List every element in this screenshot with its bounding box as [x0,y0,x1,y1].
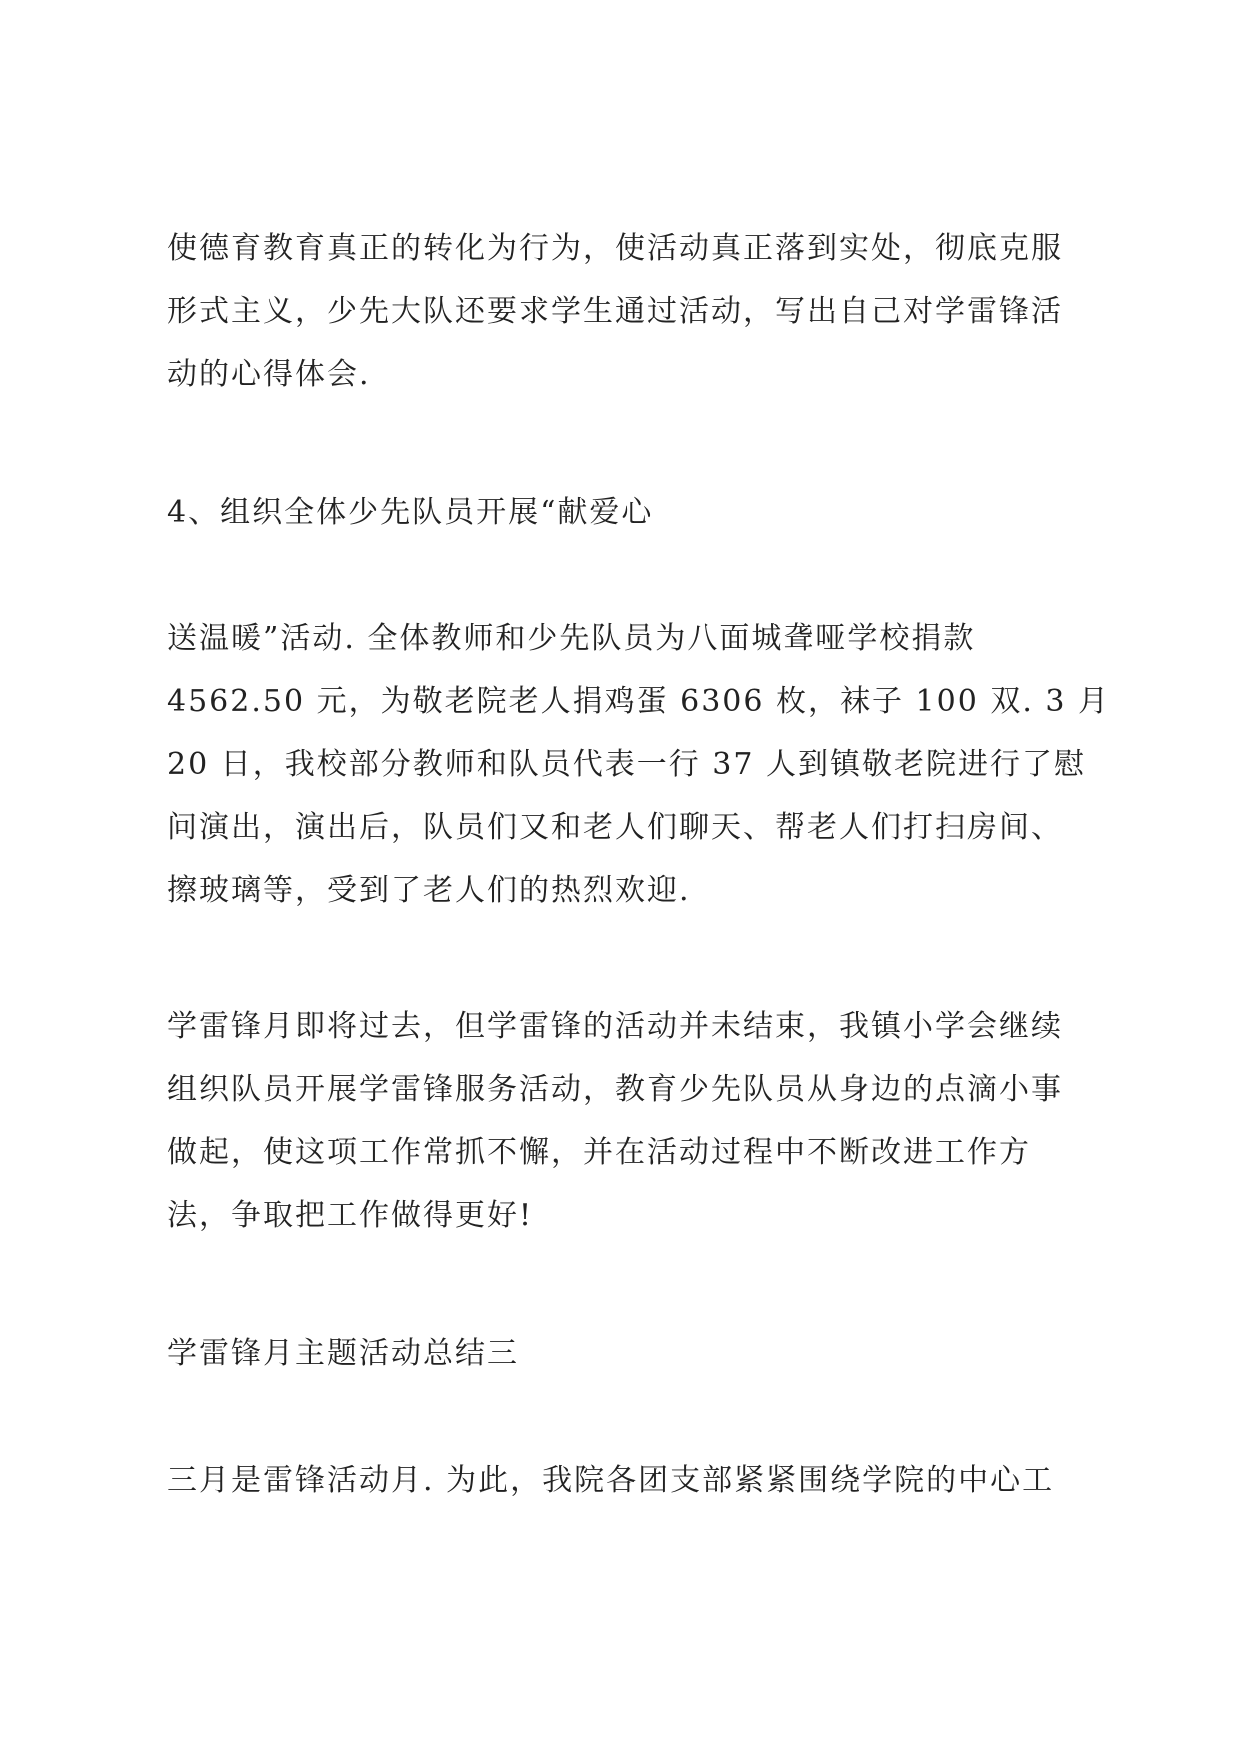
text-line: 做起，使这项工作常抓不懈，并在活动过程中不断改进工作方 [167,1135,1031,1170]
text-line: 使德育教育真正的转化为行为，使活动真正落到实处，彻底克服 [167,231,1063,266]
text-line: 动的心得体会. [167,357,371,392]
text-line: 送温暖”活动. 全体教师和少先队员为八面城聋哑学校捐款 [167,621,976,656]
text-line: 形式主义，少先大队还要求学生通过活动，写出自己对学雷锋活 [167,294,1063,329]
paragraph-march-activity [167,1449,1097,1512]
text-line: 问演出，演出后，队员们又和老人们聊天、帮老人们打扫房间、 [167,810,1063,845]
section-title [167,1322,1097,1385]
text-line: 20 日，我校部分教师和队员代表一行 37 人到镇敬老院进行了慰 [167,747,1086,782]
text-line: 三月是雷锋活动月. 为此，我院各团支部紧紧围绕学院的中心工 [167,1463,1055,1498]
text-line: 4562.50 元，为敬老院老人捐鸡蛋 6306 枚，袜子 100 双. 3 月 [167,684,1111,719]
section-title-text: 学雷锋月主题活动总结三 [167,1336,519,1371]
paragraph-moral-education [167,217,1097,406]
paragraph-conclusion [167,995,1097,1247]
text-line: 擦玻璃等，受到了老人们的热烈欢迎. [167,873,691,908]
text-line: 4、组织全体少先队员开展“献爱心 [167,495,654,530]
text-line: 组织队员开展学雷锋服务活动，教育少先队员从身边的点滴小事 [167,1072,1063,1107]
paragraph-item-4-heading [167,481,1097,544]
paragraph-donation-activity [167,607,1111,922]
text-line: 学雷锋月即将过去，但学雷锋的活动并未结束，我镇小学会继续 [167,1009,1063,1044]
text-line: 法，争取把工作做得更好! [167,1198,534,1233]
